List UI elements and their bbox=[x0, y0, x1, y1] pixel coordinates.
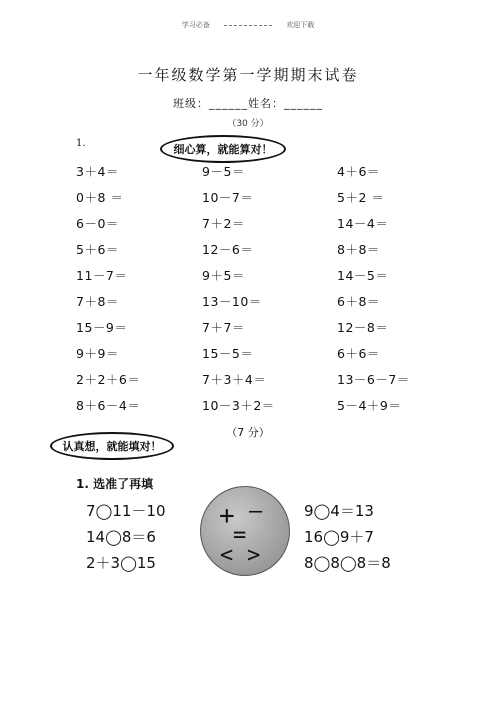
problem: 7＋7＝ bbox=[202, 320, 245, 335]
section1-points: （30 分） bbox=[227, 119, 269, 129]
problem: 12－8＝ bbox=[337, 320, 389, 335]
problem: 5－4＋9＝ bbox=[337, 398, 402, 413]
compare-item: 16◯9＋7 bbox=[304, 528, 374, 546]
problem: 11－7＝ bbox=[76, 268, 128, 283]
problem: 9＋5＝ bbox=[202, 268, 245, 283]
problem: 10－7＝ bbox=[202, 190, 254, 205]
minus-symbol: – bbox=[249, 499, 263, 524]
compare-item: 7◯11－10 bbox=[86, 502, 166, 520]
problem: 7＋8＝ bbox=[76, 294, 119, 309]
problem: 6－0＝ bbox=[76, 216, 119, 231]
problem: 9＋9＝ bbox=[76, 346, 119, 361]
problem: 15－5＝ bbox=[202, 346, 254, 361]
problem: 7＋2＝ bbox=[202, 216, 245, 231]
section1-banner: 细心算，就能算对！ bbox=[160, 135, 286, 163]
problem: 8＋8＝ bbox=[337, 242, 380, 257]
plus-symbol: + bbox=[219, 501, 235, 531]
compare-item: 2＋3◯15 bbox=[86, 554, 156, 572]
page-header bbox=[0, 20, 496, 30]
section2-banner: 认真想，就能填对！ bbox=[50, 432, 174, 460]
problem: 0＋8 ＝ bbox=[76, 190, 124, 205]
section1-number: 1. bbox=[76, 138, 86, 149]
compare-item: 9◯4＝13 bbox=[304, 502, 374, 520]
compare-item: 8◯8◯8＝8 bbox=[304, 554, 391, 572]
problem: 2＋2＋6＝ bbox=[76, 372, 141, 387]
compare-item: 14◯8＝6 bbox=[86, 528, 156, 546]
header-rule bbox=[224, 25, 272, 26]
problem: 10－3＋2＝ bbox=[202, 398, 275, 413]
problem: 13－6－7＝ bbox=[337, 372, 410, 387]
problem: 5＋2 ＝ bbox=[337, 190, 385, 205]
header-left-text: 学习必备 bbox=[181, 21, 210, 29]
problem: 4＋6＝ bbox=[337, 164, 380, 179]
problem: 15－9＝ bbox=[76, 320, 128, 335]
student-info-line: 班级：______姓名：______ bbox=[173, 97, 323, 110]
problem: 6＋8＝ bbox=[337, 294, 380, 309]
problem: 8＋6－4＝ bbox=[76, 398, 141, 413]
equals-symbol: = bbox=[233, 523, 247, 548]
section2-points: （7 分） bbox=[226, 426, 270, 439]
greater-than-symbol: > bbox=[247, 543, 261, 568]
page-title: 一年级数学第一学期期末试卷 bbox=[137, 66, 359, 84]
problem: 5＋6＝ bbox=[76, 242, 119, 257]
problem: 6＋6＝ bbox=[337, 346, 380, 361]
section2-subtitle: 1. 选准了再填 bbox=[76, 477, 154, 491]
header-right-text: 欢迎下载 bbox=[286, 21, 315, 29]
problem: 14－5＝ bbox=[337, 268, 389, 283]
problem: 3＋4＝ bbox=[76, 164, 119, 179]
problem: 13－10＝ bbox=[202, 294, 262, 309]
operator-symbols-circle bbox=[200, 486, 290, 576]
problem: 9－5＝ bbox=[202, 164, 245, 179]
less-than-symbol: < bbox=[220, 543, 234, 568]
problem: 14－4＝ bbox=[337, 216, 389, 231]
problem: 7＋3＋4＝ bbox=[202, 372, 267, 387]
problem: 12－6＝ bbox=[202, 242, 254, 257]
